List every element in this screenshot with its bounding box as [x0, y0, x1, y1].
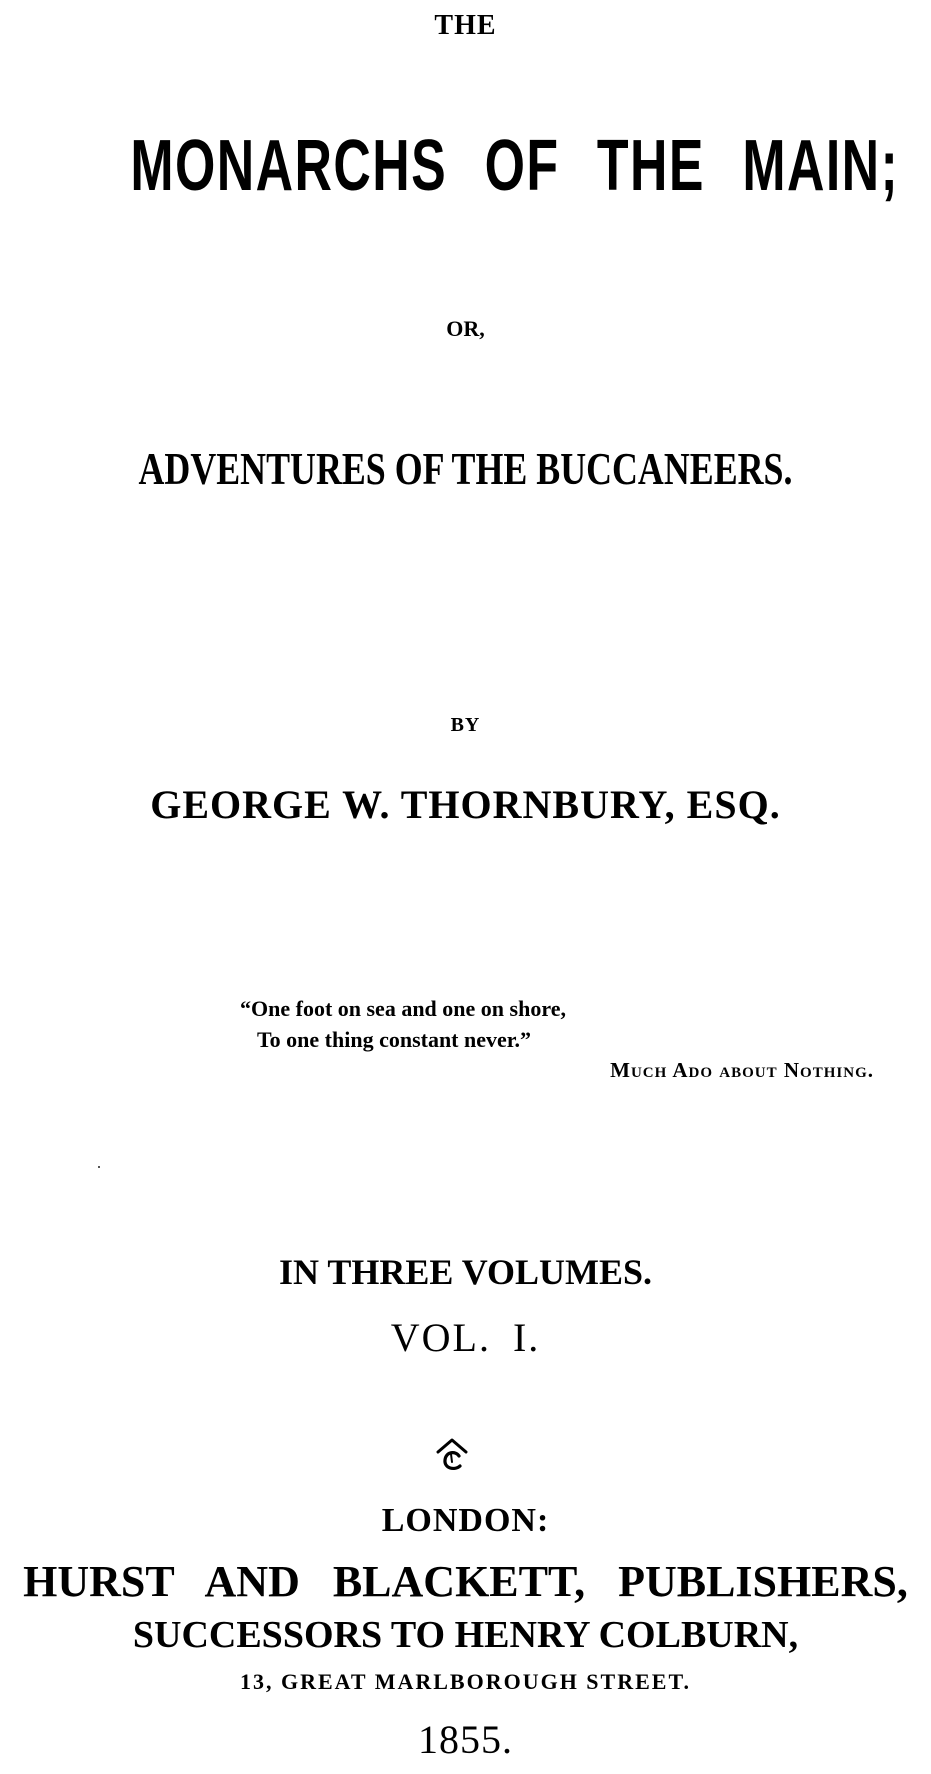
or-connector: OR, — [446, 316, 485, 341]
publisher-address: 13, GREAT MARLBOROUGH STREET. — [239, 1669, 691, 1694]
author-name: GEORGE W. THORNBURY, ESQ. — [150, 782, 781, 827]
epigraph — [240, 993, 880, 1086]
by-line: BY — [450, 714, 481, 736]
main-title: MONARCHS OF THE MAIN; — [130, 126, 900, 206]
publication-year: 1855. — [418, 1717, 513, 1762]
epigraph-line-1: “One foot on sea and one on shore, — [240, 996, 566, 1021]
publisher-successors: SUCCESSORS TO HENRY COLBURN, — [132, 1614, 799, 1656]
volume-number: VOL. I. — [390, 1315, 541, 1360]
epigraph-source: Much Ado about Nothing. — [610, 1058, 874, 1082]
publisher-name: HURST AND BLACKETT, PUBLISHERS, — [23, 1557, 908, 1606]
title-article: THE — [434, 10, 497, 41]
volume-count: IN THREE VOLUMES. — [278, 1252, 653, 1292]
subtitle: ADVENTURES OF THE BUCCANEERS. — [138, 443, 793, 494]
ink-speck — [98, 1166, 100, 1168]
epigraph-line-2: To one thing constant never.” — [257, 1027, 532, 1052]
printer-mark-icon — [430, 1432, 474, 1476]
publication-place: LONDON: — [381, 1502, 550, 1539]
